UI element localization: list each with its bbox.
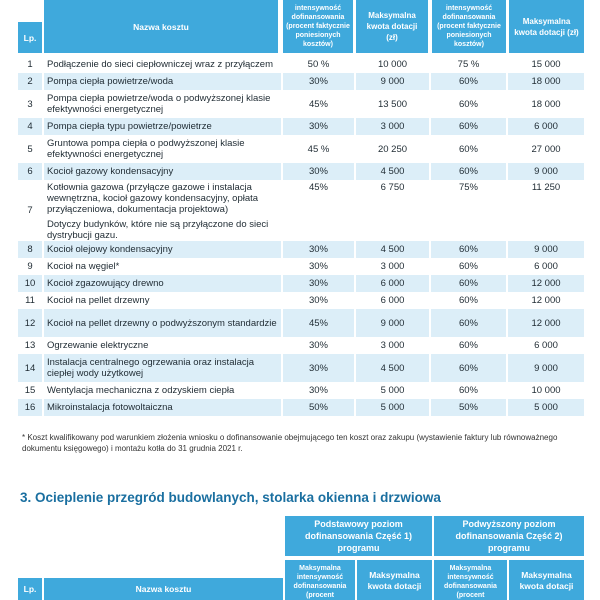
max-amount-basic: 20 250 xyxy=(377,143,408,155)
row-number: 5 xyxy=(27,143,33,155)
max-amount-basic: 4 500 xyxy=(356,241,429,258)
max-amount-basic: 13 500 xyxy=(377,98,408,110)
max-amount-raised: 12 000 xyxy=(531,295,561,306)
intensity-raised: 60% xyxy=(431,354,506,382)
table-row xyxy=(18,180,584,241)
t1-header-intensity-1: intensywność dofinansowania (procent faktycznie poniesionych kosztów) xyxy=(283,0,353,53)
max-amount-raised: 12 000 xyxy=(508,275,584,292)
table-row xyxy=(18,163,584,180)
intensity-basic: 30% xyxy=(308,295,328,306)
max-amount-raised: 10 000 xyxy=(531,385,561,396)
intensity-basic: 50 % xyxy=(307,59,330,70)
intensity-raised: 60% xyxy=(431,73,506,90)
intensity-basic: 30% xyxy=(283,275,354,292)
max-amount-raised: 27 000 xyxy=(531,143,561,155)
cost-name: Pompa ciepła powietrze/woda xyxy=(44,73,281,90)
cost-name xyxy=(44,180,281,241)
max-amount-raised: 6 000 xyxy=(508,118,584,135)
cost-table-body xyxy=(18,56,584,416)
table-row xyxy=(18,90,584,118)
max-amount-basic: 4 500 xyxy=(356,354,429,382)
max-amount-basic: 9 000 xyxy=(356,73,429,90)
table-row xyxy=(18,258,584,275)
intensity-basic: 30% xyxy=(283,354,354,382)
intensity-raised: 50% xyxy=(431,399,506,416)
row-number: 9 xyxy=(27,261,33,272)
max-amount-raised: 9 000 xyxy=(508,241,584,258)
table-row xyxy=(18,73,584,90)
intensity-raised: 60% xyxy=(431,275,506,292)
intensity-raised: 60% xyxy=(458,340,478,351)
table-row xyxy=(18,241,584,258)
table-row xyxy=(18,354,584,382)
max-amount-basic: 10 000 xyxy=(377,59,408,70)
section-3-title: 3. Ocieplenie przegród budowlanych, stolarka okienna i drzwiowa xyxy=(20,490,441,505)
intensity-basic: 30% xyxy=(283,241,354,258)
max-amount-raised: 5 000 xyxy=(508,399,584,416)
row-number: 1 xyxy=(27,59,33,70)
intensity-basic: 30% xyxy=(283,118,354,135)
table-row xyxy=(18,337,584,354)
max-amount-basic: 3 000 xyxy=(380,340,405,351)
s3-header-max-2: Maksymalna kwota dotacji xyxy=(509,560,584,600)
intensity-raised: 60% xyxy=(431,163,506,180)
cost-name: Mikroinstalacja fotowoltaiczna xyxy=(44,399,281,416)
cost-name-note: Dotyczy budynków, które nie są przyłączone do sieci dystrybucji gazu. xyxy=(47,219,269,241)
cost-name: Kocioł na pellet drzewny o podwyższonym standardzie xyxy=(44,309,281,337)
table-row xyxy=(18,118,584,135)
max-amount-raised: 18 000 xyxy=(531,98,561,110)
max-amount-raised: 9 000 xyxy=(508,163,584,180)
footnote: * Koszt kwalifikowany pod warunkiem złożenia wniosku o dofinansowanie obejmującego ten koszt oraz zakupu (wystawienie faktury lub równoważnego dokumentu księgowego) i montażu kotła do 31 grudnia 2021 r. xyxy=(22,433,558,453)
table-row xyxy=(18,382,584,399)
intensity-raised: 60% xyxy=(458,295,478,306)
table-row xyxy=(18,56,584,73)
cost-name: Instalacja centralnego ogrzewania oraz instalacja ciepłej wody użytkowej xyxy=(44,354,281,382)
cost-name: Gruntowa pompa ciepła o podwyższonej klasie efektywności energetycznej xyxy=(47,138,245,160)
max-amount-basic: 5 000 xyxy=(356,399,429,416)
intensity-basic: 45% xyxy=(283,309,354,337)
intensity-basic: 50% xyxy=(283,399,354,416)
cost-name: Pompa ciepła typu powietrze/powietrze xyxy=(44,118,281,135)
row-number: 4 xyxy=(18,118,42,135)
s3-header-lp: Lp. xyxy=(18,578,42,600)
intensity-basic: 30% xyxy=(308,261,328,272)
max-amount-basic: 3 000 xyxy=(356,118,429,135)
intensity-raised: 75% xyxy=(458,182,478,193)
intensity-raised: 60% xyxy=(458,98,478,110)
t1-header-max-1: Maksymalna kwota dotacji (zł) xyxy=(356,0,428,53)
s3-group-2-header: Podwyższony poziom dofinansowania Część 2) programu xyxy=(434,516,584,556)
cost-name: Kocioł na węgiel* xyxy=(47,261,120,272)
t1-header-intensity-2: intensywność dofinansowania (procent faktycznie poniesionych kosztów) xyxy=(432,0,506,53)
s3-header-name: Nazwa kosztu xyxy=(44,578,283,600)
cost-name: Kocioł na pellet drzewny xyxy=(47,295,150,306)
row-number: 11 xyxy=(25,295,35,306)
max-amount-basic: 3 000 xyxy=(380,261,405,272)
max-amount-raised: 12 000 xyxy=(508,309,584,337)
cost-name: Pompa ciepła powietrze/woda o podwyższonej klasie efektywności energetycznej xyxy=(47,93,271,115)
intensity-raised: 75 % xyxy=(457,59,480,70)
table-row xyxy=(18,399,584,416)
max-amount-basic: 9 000 xyxy=(356,309,429,337)
max-amount-basic: 5 000 xyxy=(380,385,405,396)
cost-name: Wentylacja mechaniczna z odzyskiem ciepła xyxy=(47,385,235,396)
max-amount-basic: 6 750 xyxy=(380,182,405,193)
t1-header-name: Nazwa kosztu xyxy=(44,0,278,53)
t1-header-lp: Lp. xyxy=(18,22,42,53)
max-amount-raised: 9 000 xyxy=(508,354,584,382)
row-number: 12 xyxy=(18,309,42,337)
intensity-raised: 60% xyxy=(458,143,478,155)
intensity-basic: 30% xyxy=(283,163,354,180)
max-amount-raised: 6 000 xyxy=(534,340,558,351)
table-row xyxy=(18,275,584,292)
row-number: 7 xyxy=(27,205,33,216)
row-number: 14 xyxy=(18,354,42,382)
s3-group-1-header: Podstawowy poziom dofinansowania Część 1) programu xyxy=(285,516,432,556)
max-amount-raised: 6 000 xyxy=(534,261,558,272)
intensity-basic: 30% xyxy=(308,340,328,351)
intensity-raised: 60% xyxy=(431,241,506,258)
max-amount-basic: 4 500 xyxy=(356,163,429,180)
table-row xyxy=(18,292,584,309)
max-amount-raised: 11 250 xyxy=(531,182,561,193)
intensity-basic: 45 % xyxy=(307,143,330,155)
intensity-raised: 60% xyxy=(458,261,478,272)
intensity-raised: 60% xyxy=(431,118,506,135)
table-row xyxy=(18,135,584,163)
row-number: 3 xyxy=(27,98,33,110)
row-number: 15 xyxy=(24,385,36,396)
cost-table xyxy=(18,56,584,416)
row-number: 10 xyxy=(18,275,42,292)
max-amount-raised: 15 000 xyxy=(531,59,561,70)
cost-name: Kocioł olejowy kondensacyjny xyxy=(44,241,281,258)
cost-name: Podłączenie do sieci ciepłowniczej wraz z przyłączem xyxy=(47,59,273,70)
s3-header-intensity-2: Maksymalna intensywność dofinansowania (procent xyxy=(434,560,507,600)
cost-name: Kocioł gazowy kondensacyjny xyxy=(44,163,281,180)
s3-header-max-1: Maksymalna kwota dotacji xyxy=(357,560,432,600)
row-number: 13 xyxy=(24,340,36,351)
intensity-raised: 60% xyxy=(458,385,478,396)
intensity-raised: 60% xyxy=(431,309,506,337)
t1-header-max-2: Maksymalna kwota dotacji (zł) xyxy=(509,0,584,53)
cost-name: Ogrzewanie elektryczne xyxy=(47,340,149,351)
s3-header-intensity-1: Maksymalna intensywność dofinansowania (procent xyxy=(285,560,355,600)
max-amount-basic: 6 000 xyxy=(356,275,429,292)
intensity-basic: 30% xyxy=(283,73,354,90)
row-number: 16 xyxy=(18,399,42,416)
row-number: 8 xyxy=(18,241,42,258)
intensity-basic: 45% xyxy=(308,98,328,110)
max-amount-basic: 6 000 xyxy=(380,295,405,306)
max-amount-raised: 18 000 xyxy=(508,73,584,90)
cost-name-text: Kotłownia gazowa (przyłącze gazowe i instalacja wewnętrzna, kocioł gazowy kondensacyjny, opłata przyłączeniowa, dokumentacja projektowa) xyxy=(47,182,259,215)
table-row xyxy=(18,309,584,337)
intensity-basic: 30% xyxy=(308,385,328,396)
cost-name: Kocioł zgazowujący drewno xyxy=(44,275,281,292)
row-number: 6 xyxy=(18,163,42,180)
row-number: 2 xyxy=(18,73,42,90)
intensity-basic: 45% xyxy=(308,182,328,193)
